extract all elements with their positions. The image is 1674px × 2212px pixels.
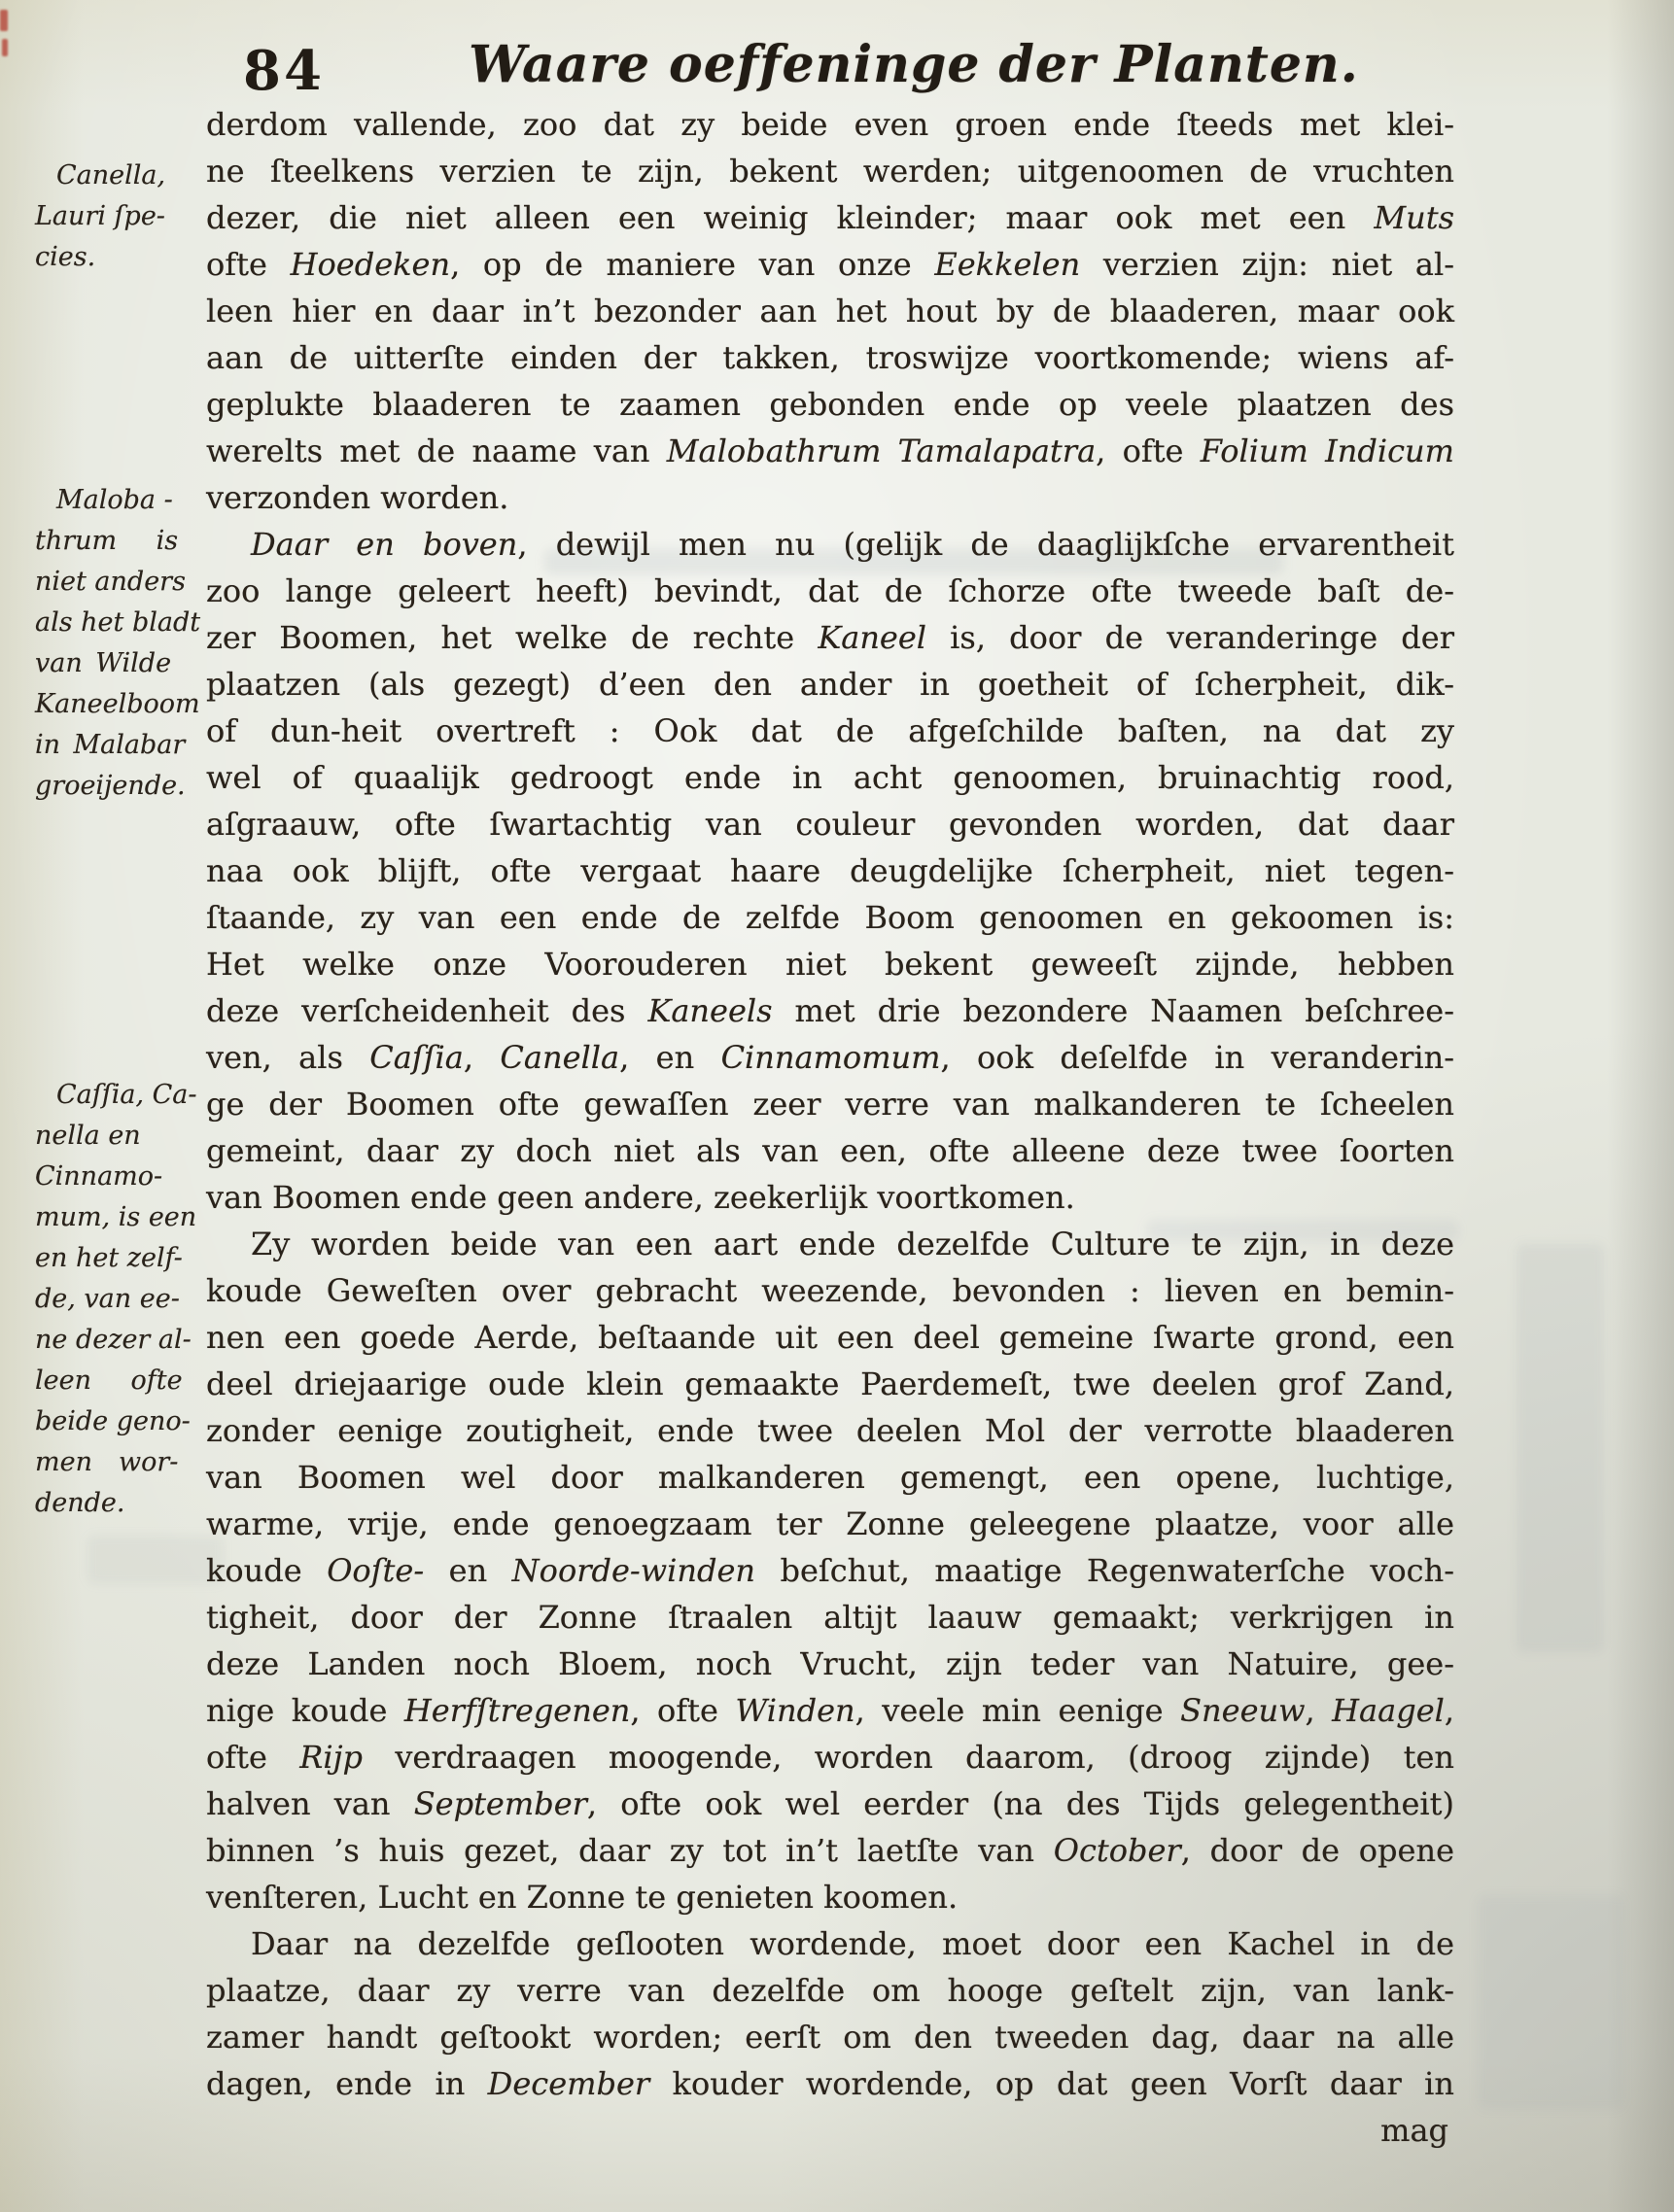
- margin-note-line: van Wilde: [35, 648, 172, 678]
- body-text-line: [206, 148, 1454, 194]
- margin-note-line: leen ofte: [35, 1365, 183, 1396]
- body-text-line: [206, 614, 1454, 661]
- margin-note-line: en het zelf-: [35, 1243, 183, 1273]
- body-text-line: [206, 847, 1454, 894]
- italic-text: Sneeuw: [1180, 1692, 1306, 1729]
- roman-text: , ofte ook wel eerder (na des Tijds gelegentheit): [586, 1785, 1455, 1822]
- body-text-line: [206, 428, 1454, 474]
- body-text-line: [206, 661, 1454, 708]
- roman-text: verzonden worden.: [206, 479, 509, 516]
- margin-note-line: mum, is een: [35, 1202, 197, 1232]
- italic-text: Winden: [735, 1692, 855, 1729]
- catchword: mag: [1380, 2112, 1448, 2149]
- roman-text: zer Boomen, het welke de rechte: [206, 619, 819, 656]
- body-text-line: [206, 754, 1454, 801]
- body-text-line: [206, 568, 1454, 614]
- roman-text: venſteren, Lucht en Zonne te genieten koomen.: [206, 1879, 959, 1916]
- body-text-line: [206, 987, 1454, 1034]
- roman-text: nige koude: [206, 1692, 404, 1729]
- body-text-line: [206, 1314, 1454, 1361]
- bleed-through-smudge: [1478, 1895, 1623, 2109]
- roman-text: Daar na dezelfde geſlooten wordende, moet door een Kachel in de: [251, 1925, 1454, 1962]
- roman-text: ne ſteelkens verzien te zijn, bekent werden; uitgenoomen de vruchten: [206, 153, 1454, 190]
- italic-text: Rijp: [299, 1739, 363, 1776]
- body-text-line: [206, 474, 1454, 521]
- body-text-line: [206, 1594, 1454, 1641]
- margin-note-line: Canella,: [56, 160, 166, 190]
- roman-text: verdraagen moogende, worden daarom, (droog zijnde) ten: [362, 1739, 1455, 1776]
- body-text-line: [206, 241, 1454, 288]
- roman-text: , ofte: [1096, 432, 1201, 469]
- roman-text: is, door de veranderinge der: [926, 619, 1454, 656]
- body-text-line: [206, 2014, 1454, 2060]
- body-text-line: [206, 1034, 1454, 1081]
- roman-text: halven van: [206, 1785, 414, 1822]
- roman-text: zamer handt geſtookt worden; eerſt om den tweeden dag, daar na alle: [206, 2019, 1454, 2056]
- roman-text: dagen, ende in: [206, 2065, 488, 2102]
- roman-text: beſchut, maatige Regenwaterſche voch-: [755, 1552, 1455, 1589]
- italic-text: Kaneel: [818, 619, 927, 656]
- roman-text: plaatze, daar zy verre van dezelfde om hooge geſtelt zijn, van lank-: [206, 1972, 1454, 2009]
- roman-text: ofte: [206, 246, 291, 283]
- body-text-column: [206, 101, 1454, 2154]
- roman-text: gemeint, daar zy doch niet als van een, ofte alleene deze twee ſoorten: [206, 1132, 1454, 1169]
- body-text-line: [206, 708, 1454, 754]
- margin-note-line: Kaneelboom: [35, 689, 200, 719]
- roman-text: leen hier en daar in’t bezonder aan het hout by de blaaderen, maar ook: [206, 293, 1454, 329]
- roman-text: kouder wordende, op dat geen Vorſt daar in: [649, 2065, 1455, 2102]
- margin-note-line: dende.: [35, 1488, 125, 1518]
- roman-text: koude: [206, 1552, 328, 1589]
- italic-text: Noorde-winden: [511, 1552, 755, 1589]
- roman-text: nen een goede Aerde, beſtaande uit een deel gemeine ſwarte grond, een: [206, 1319, 1454, 1356]
- roman-text: , op de maniere van onze: [450, 246, 935, 283]
- running-title: Waare oeffeninge der Planten.: [469, 35, 1359, 94]
- margin-note-line: cies.: [35, 242, 96, 272]
- body-text-line: [206, 1221, 1454, 1267]
- roman-text: dezer, die niet alleen een weinig kleinder; maar ook met een: [206, 199, 1375, 236]
- body-text-line: [206, 1547, 1454, 1594]
- body-text-line: [206, 941, 1454, 987]
- body-text-line: [206, 334, 1454, 381]
- body-text-line: [206, 1967, 1454, 2014]
- margin-note-line: de, van ee-: [35, 1284, 180, 1314]
- margin-note-line: beide geno-: [35, 1406, 191, 1436]
- body-text-line: [206, 521, 1454, 568]
- roman-text: en: [424, 1552, 512, 1589]
- roman-text: ge der Boomen ofte gewaſſen zeer verre van malkanderen te ſcheelen: [206, 1086, 1454, 1123]
- body-text-line: [206, 1174, 1454, 1221]
- body-text-line: [206, 1687, 1454, 1734]
- italic-text: Malobathrum Tamalapatra: [666, 432, 1097, 469]
- body-text-line: [206, 2060, 1454, 2107]
- roman-text: koude Geweſten over gebracht weezende, bevonden : lieven en bemin-: [206, 1272, 1454, 1309]
- bleed-through-smudge: [1517, 1244, 1604, 1652]
- roman-text: geplukte blaaderen te zaamen gebonden ende op veele plaatzen des: [206, 386, 1454, 423]
- roman-text: binnen ’s huis gezet, daar zy tot in’t laetſte van: [206, 1832, 1054, 1869]
- red-edge-mark: [0, 10, 8, 31]
- body-text-line: [206, 1501, 1454, 1547]
- margin-note-line: Caſſia, Ca-: [56, 1080, 197, 1110]
- margin-note-line: niet anders: [35, 567, 186, 597]
- roman-text: aan de uitterſte einden der takken, troswijze voortkomende; wiens af-: [206, 339, 1454, 376]
- margin-note-line: Maloba -: [56, 485, 173, 515]
- margin-note-line: thrum is: [35, 526, 179, 556]
- italic-text: Haagel: [1332, 1692, 1445, 1729]
- roman-text: ofte: [206, 1739, 300, 1776]
- body-text-line: [206, 1081, 1454, 1127]
- roman-text: deze Landen noch Bloem, noch Vrucht, zijn teder van Natuire, gee-: [206, 1645, 1454, 1682]
- roman-text: van Boomen wel door malkanderen gemengt, een opene, luchtige,: [206, 1459, 1454, 1496]
- body-text-line: [206, 1361, 1454, 1407]
- body-text-line: [206, 1454, 1454, 1501]
- italic-text: Cinnamomum: [720, 1039, 941, 1076]
- page-number: 84: [243, 39, 325, 103]
- roman-text: met drie bezondere Naamen beſchree-: [772, 992, 1455, 1029]
- italic-text: Daar en boven: [251, 526, 518, 563]
- roman-text: deel driejaarige oude klein gemaakte Paerdemeſt, twe deelen grof Zand,: [206, 1365, 1454, 1402]
- body-text-line: [206, 194, 1454, 241]
- body-text-line: [206, 1267, 1454, 1314]
- body-text-line: [206, 288, 1454, 334]
- roman-text: , ook deſelfde in veranderin-: [940, 1039, 1455, 1076]
- body-text-line: [206, 1874, 1454, 1920]
- roman-text: Zy worden beide van een aart ende dezelfde Culture te zijn, in deze: [251, 1226, 1454, 1262]
- roman-text: tigheit, door der Zonne ſtraalen altijt laauw gemaakt; verkrijgen in: [206, 1599, 1454, 1636]
- margin-note-line: ne dezer al-: [35, 1325, 192, 1355]
- red-edge-mark: [2, 39, 8, 56]
- body-text-line: [206, 801, 1454, 847]
- italic-text: Muts: [1374, 199, 1454, 236]
- body-text-line: [206, 101, 1454, 148]
- body-text-line: [206, 1920, 1454, 1967]
- italic-text: September: [413, 1785, 587, 1822]
- roman-text: , en: [619, 1039, 721, 1076]
- roman-text: naa ook blijft, ofte vergaat haare deugdelijke ſcherpheit, niet tegen-: [206, 852, 1454, 889]
- roman-text: , veele min eenige: [854, 1692, 1181, 1729]
- italic-text: December: [487, 2065, 650, 2102]
- body-text-line: [206, 381, 1454, 428]
- margin-note-line: groeijende.: [35, 771, 186, 801]
- roman-text: , ofte: [630, 1692, 736, 1729]
- italic-text: Herfſtregenen: [403, 1692, 631, 1729]
- roman-text: Het welke onze Voorouderen niet bekent geweeſt zijnde, hebben: [206, 946, 1454, 983]
- roman-text: ,: [463, 1039, 501, 1076]
- roman-text: derdom vallende, zoo dat zy beide even groen ende ſteeds met klei-: [206, 106, 1454, 143]
- roman-text: ven, als: [206, 1039, 370, 1076]
- roman-text: , dewijl men nu (gelijk de daaglijkſche ervarentheit: [517, 526, 1455, 563]
- body-text-line: [206, 1780, 1454, 1827]
- margin-note-line: Cinnamo-: [35, 1161, 163, 1192]
- italic-text: Kaneels: [647, 992, 773, 1029]
- roman-text: of dun-heit overtreft : Ook dat de afgeſchilde baſten, na dat zy: [206, 712, 1454, 749]
- body-text-line: [206, 1641, 1454, 1687]
- roman-text: ſtaande, zy van een ende de zelfde Boom genoomen en gekoomen is:: [206, 899, 1454, 936]
- body-text-line: [206, 1827, 1454, 1874]
- bleed-through-smudge: [87, 1536, 224, 1584]
- roman-text: ,: [1444, 1692, 1455, 1729]
- roman-text: warme, vrije, ende genoegzaam ter Zonne geleegene plaatze, voor alle: [206, 1505, 1454, 1542]
- margin-note-line: Lauri ſpe-: [35, 201, 165, 231]
- italic-text: October: [1053, 1832, 1181, 1869]
- italic-text: Folium Indicum: [1200, 432, 1454, 469]
- margin-note-line: nella en: [35, 1121, 141, 1151]
- roman-text: zoo lange geleert heeft) bevindt, dat de ſchorze ofte tweede baſt de-: [206, 572, 1454, 609]
- roman-text: aſgraauw, ofte ſwartachtig van couleur gevonden worden, dat daar: [206, 806, 1454, 843]
- body-text-line: [206, 1407, 1454, 1454]
- body-text-line: [206, 1127, 1454, 1174]
- italic-text: Ooſte-: [327, 1552, 425, 1589]
- margin-note-line: in Malabar: [35, 730, 186, 760]
- italic-text: Eekkelen: [934, 246, 1081, 283]
- roman-text: plaatzen (als gezegt) d’een den ander in goetheit of ſcherpheit, dik-: [206, 666, 1454, 703]
- roman-text: verzien zijn: niet al-: [1080, 246, 1455, 283]
- italic-text: Caſſia: [369, 1039, 464, 1076]
- roman-text: ,: [1305, 1692, 1333, 1729]
- body-text-line: [206, 1734, 1454, 1780]
- margin-note-cassia: [35, 1075, 204, 1524]
- roman-text: van Boomen ende geen andere, zeekerlijk voortkomen.: [206, 1179, 1075, 1216]
- roman-text: zonder eenige zoutigheit, ende twee deelen Mol der verrotte blaaderen: [206, 1412, 1454, 1449]
- margin-note-malobathrum: [35, 480, 204, 807]
- roman-text: wel of quaalijk gedroogt ende in acht genoomen, bruinachtig rood,: [206, 759, 1454, 796]
- margin-note-canella: [35, 156, 204, 278]
- italic-text: Hoedeken: [290, 246, 451, 283]
- roman-text: , door de opene: [1180, 1832, 1455, 1869]
- italic-text: Canella: [500, 1039, 620, 1076]
- roman-text: werelts met de naame van: [206, 432, 667, 469]
- roman-text: deze verſcheidenheit des: [206, 992, 648, 1029]
- margin-note-line: men wor-: [35, 1447, 179, 1477]
- margin-note-line: als het bladt: [35, 607, 201, 638]
- body-text-line: [206, 894, 1454, 941]
